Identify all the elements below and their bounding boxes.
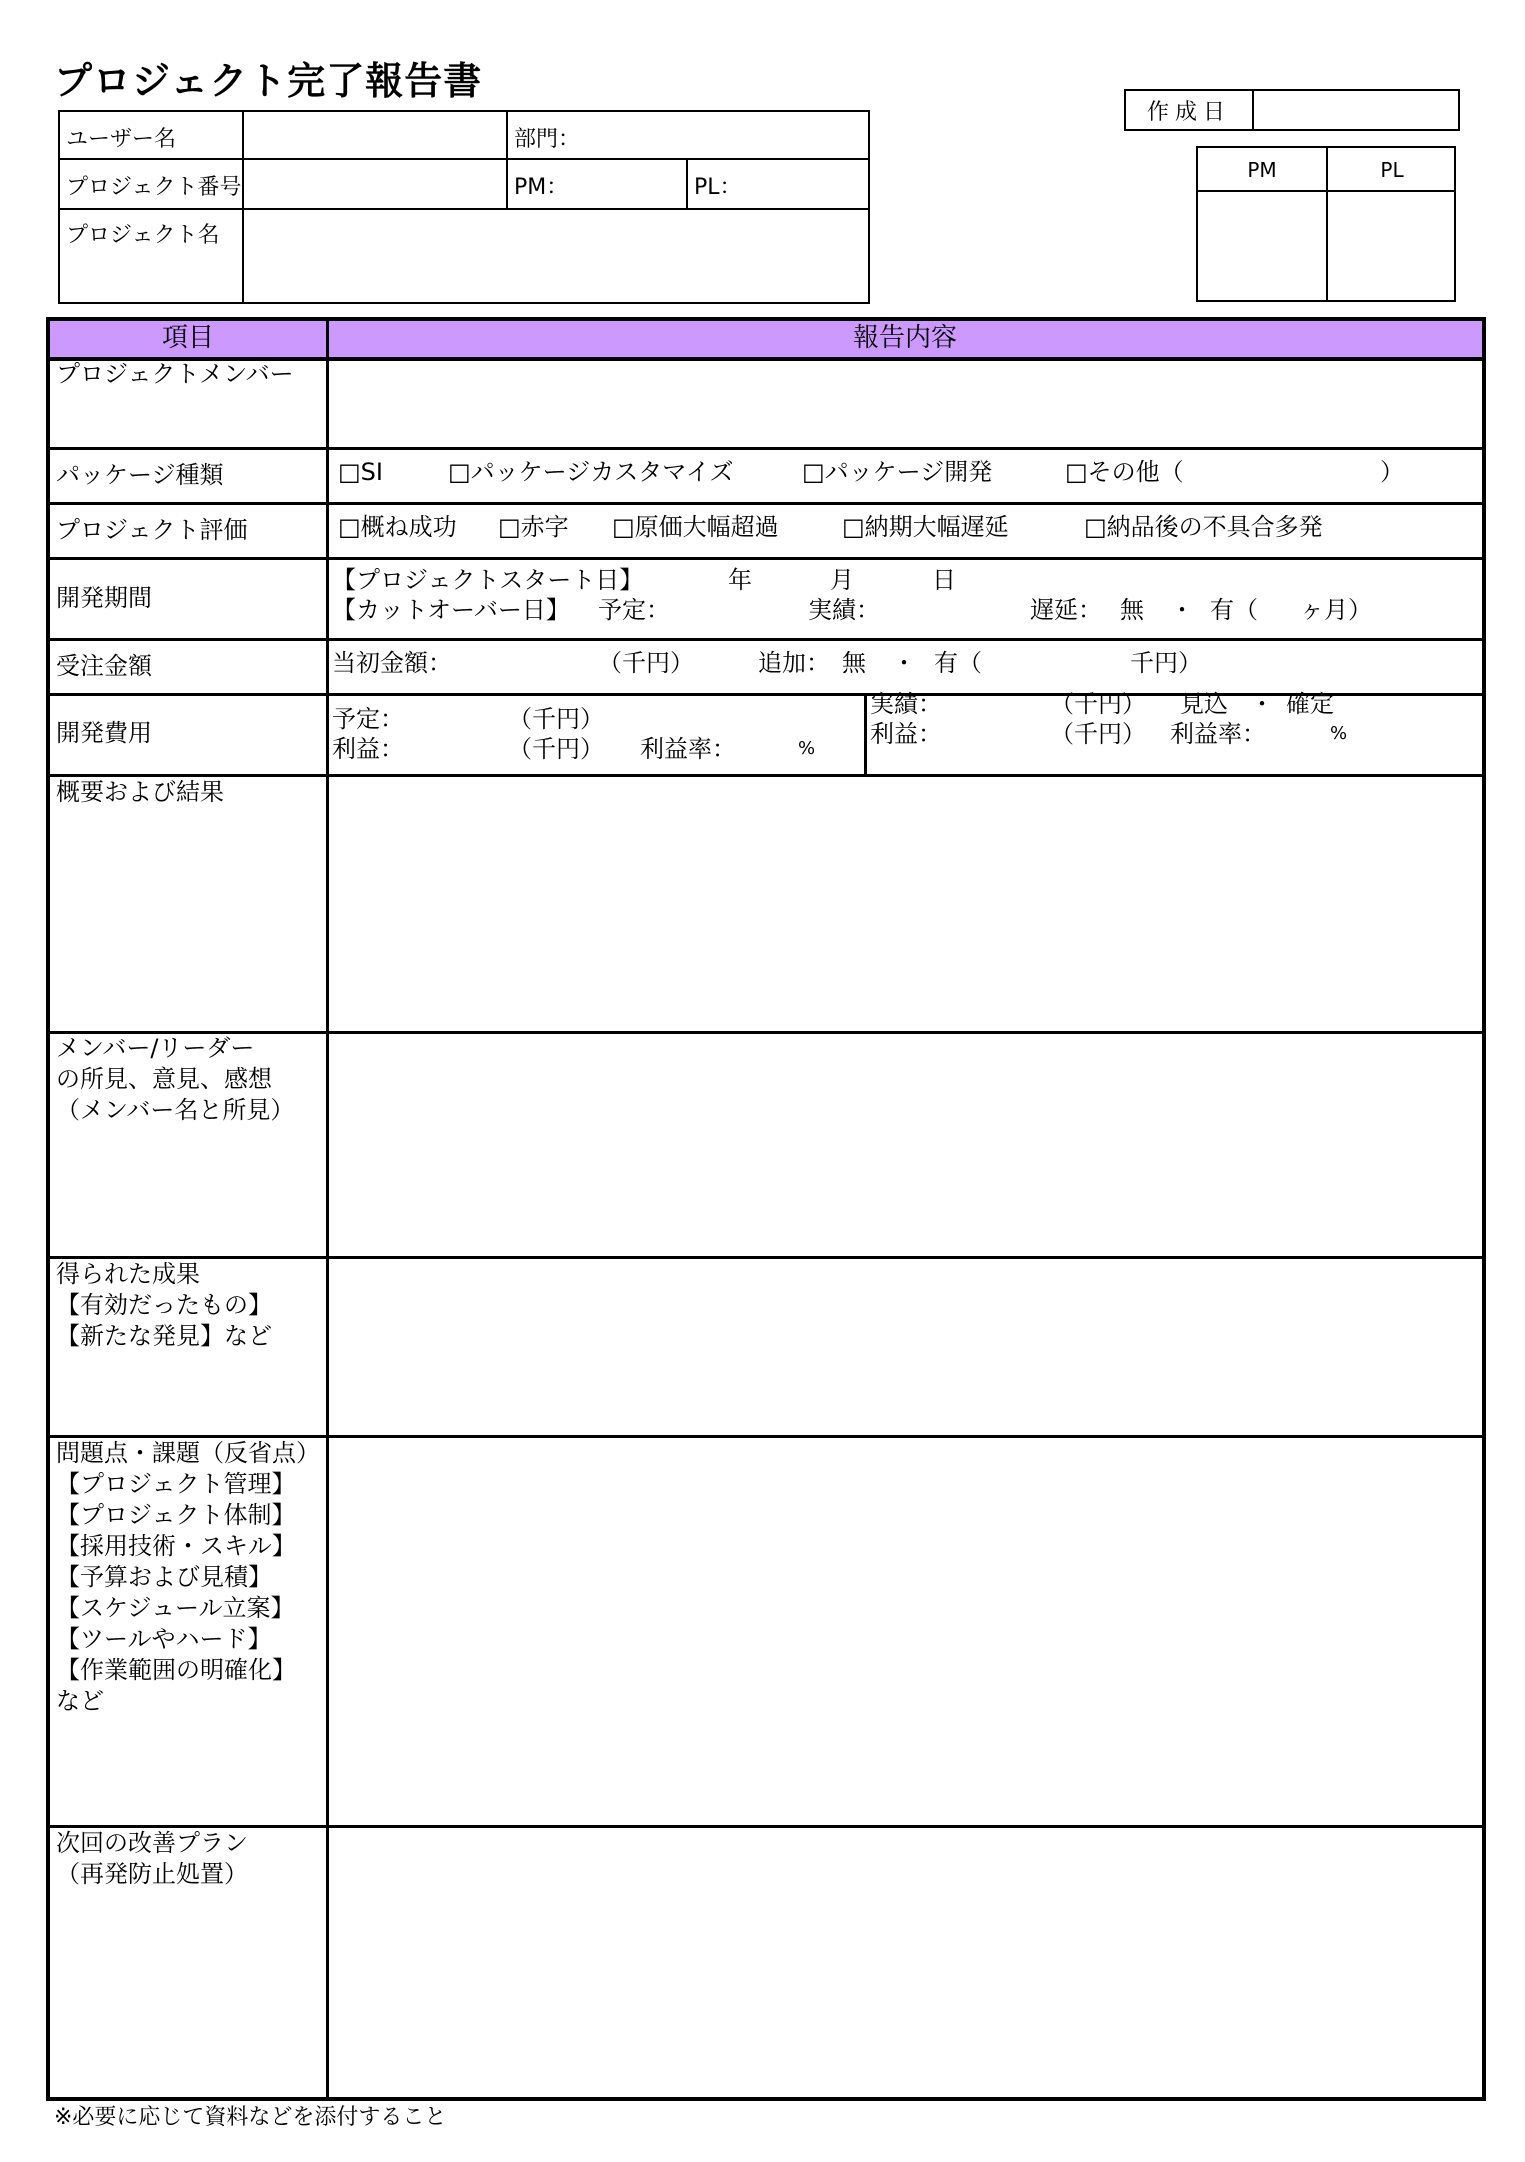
cost-actual-profit-rate-label: 利益率： [1170, 720, 1266, 748]
start-month-label: 月 [830, 566, 854, 594]
package-option-other[interactable]: □その他（ [1065, 458, 1184, 486]
page-title: プロジェクト完了報告書 [54, 59, 483, 103]
summary-field[interactable] [332, 779, 1482, 1027]
pl-label: PL： [694, 175, 742, 200]
cost-profit-rate-percent: % [798, 738, 816, 759]
user-name-field[interactable] [254, 114, 504, 158]
evaluation-label: プロジェクト評価 [56, 516, 248, 544]
issues-field[interactable] [332, 1441, 1482, 1821]
initial-amount-label: 当初金額： [332, 649, 452, 677]
cost-profit-unit: （千円） [508, 735, 604, 763]
department-label: 部門： [514, 127, 581, 152]
results-field[interactable] [332, 1262, 1482, 1430]
members-label: プロジェクトメンバー [56, 360, 294, 388]
approval-stamp-box [1196, 146, 1456, 302]
cost-estimate-separator: ・ [1250, 690, 1274, 718]
cutover-actual-label: 実績： [808, 596, 880, 624]
user-name-label: ユーザー名 [66, 127, 177, 152]
project-number-field[interactable] [254, 162, 504, 206]
table-header-row [50, 321, 1482, 361]
cost-profit-label: 利益： [332, 735, 404, 763]
pl-stamp-area[interactable] [1328, 192, 1454, 300]
members-field[interactable] [332, 363, 1482, 443]
cost-actual-label: 実績： [870, 690, 942, 718]
project-name-label: プロジェクト名 [66, 223, 220, 248]
package-type-label: パッケージ種類 [56, 461, 224, 489]
package-option-development[interactable]: □パッケージ開発 [802, 458, 993, 486]
content-column-header: 報告内容 [852, 323, 957, 353]
evaluation-option-deficit[interactable]: □赤字 [498, 513, 569, 541]
pl-stamp-header: PL [1380, 158, 1404, 182]
additional-separator: ・ [892, 649, 916, 677]
delay-none[interactable]: 無 [1120, 596, 1144, 624]
created-date-label: 作成日 [1126, 91, 1254, 129]
cost-estimate-option[interactable]: 見込 [1180, 690, 1228, 718]
pm-stamp-header: PM [1247, 158, 1277, 182]
project-number-label: プロジェクト番号 [66, 175, 242, 200]
dev-period-label: 開発期間 [56, 584, 152, 612]
cost-planned-label: 予定： [332, 705, 404, 733]
delay-months: ヶ月） [1300, 596, 1372, 624]
footer-note: ※必要に応じて資料などを添付すること [54, 2105, 447, 2130]
start-date-label: 【プロジェクトスタート日】 [332, 566, 644, 594]
initial-amount-unit: （千円） [598, 649, 694, 677]
cost-actual-profit-label: 利益： [870, 720, 942, 748]
delay-label: 遅延： [1030, 596, 1102, 624]
package-option-si[interactable]: □SI [338, 458, 383, 486]
delay-yes[interactable]: 有（ [1210, 596, 1258, 624]
order-amount-label: 受注金額 [56, 652, 152, 680]
cutover-planned-label: 予定： [598, 596, 670, 624]
opinions-field[interactable] [332, 1037, 1482, 1251]
cost-actual-unit: （千円） [1050, 690, 1146, 718]
created-date-field[interactable] [1256, 91, 1458, 129]
cost-profit-rate-label: 利益率： [640, 735, 736, 763]
cost-actual-profit-rate-percent: % [1330, 723, 1348, 744]
report-table: 項目 報告内容 プロジェクトメンバー パッケージ種類 □SI □パッケージカスタマイズ □パッケージ開発 □その他（ ） プロジェクト評価 □概ね成功 □赤字 □原価大幅超過 □納期大幅遅延 □納品後の不具合多発 開発期間 【プロジェクトスタート日】 年 月 日 【カットオーバー日】 予定： 実績： 遅延： 無 ・ 有（ ヶ月） 受注金額 当初金額： （千円） 追加： 無 ・ 有（ 千円） 開発費用 予定： （千円） 利益： （千円） 利益率： % 実績： （千円） 見込 ・ 確定 利益： （千円） 利益率： % 概要および結果 メンバー/リーダー の所見、意見、感想 （メンバー名と所見） 得られた成果 【有効だったもの】 【新たな発見】など 問題点・課題（反省点） 【プロジェクト管理】 【プロジェクト体制】 【採用技術・スキル】 【予算および見積】 【スケジュール立案】 【ツールやハード】 【作業範囲の明確化】 など 次回の改善プラン （再発防止処置） [46, 317, 1486, 2101]
summary-label: 概要および結果 [56, 778, 224, 806]
next-plan-field[interactable] [332, 1831, 1482, 2097]
project-info-table [58, 110, 870, 304]
pm-label: PM： [514, 175, 569, 200]
evaluation-option-success[interactable]: □概ね成功 [338, 513, 457, 541]
project-name-field[interactable] [254, 212, 854, 300]
additional-none[interactable]: 無 [842, 649, 866, 677]
evaluation-option-defects[interactable]: □納品後の不具合多発 [1084, 513, 1323, 541]
evaluation-option-delay[interactable]: □納期大幅遅延 [842, 513, 1009, 541]
pm-stamp-area[interactable] [1198, 192, 1326, 300]
package-option-customize[interactable]: □パッケージカスタマイズ [448, 458, 734, 486]
cost-fixed-option[interactable]: 確定 [1286, 690, 1334, 718]
start-day-label: 日 [932, 566, 956, 594]
created-date-box [1124, 89, 1460, 131]
additional-yes[interactable]: 有（ [934, 649, 982, 677]
package-option-other-close: ） [1380, 458, 1404, 486]
start-year-label: 年 [728, 566, 752, 594]
delay-separator: ・ [1170, 596, 1194, 624]
cost-planned-unit: （千円） [508, 705, 604, 733]
evaluation-option-cost-overrun[interactable]: □原価大幅超過 [612, 513, 779, 541]
additional-unit: 千円） [1130, 649, 1202, 677]
dev-cost-label: 開発費用 [56, 719, 152, 747]
cutover-label: 【カットオーバー日】 [332, 596, 570, 624]
additional-label: 追加： [758, 649, 830, 677]
cost-actual-profit-unit: （千円） [1050, 720, 1146, 748]
item-column-header: 項目 [161, 323, 214, 353]
